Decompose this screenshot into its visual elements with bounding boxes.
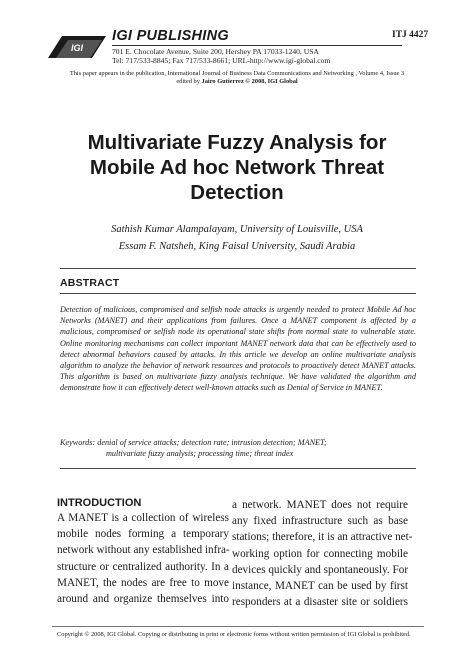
logo-text: IGI — [70, 43, 84, 53]
journal-code: ITJ 4427 — [392, 30, 429, 40]
copyright-notice: Copyright © 2008, IGI Global. Copying or distributing in print or electronic forms without written permission of IGI Global is prohibited. — [57, 631, 411, 638]
publisher-contact: Tel: 717/533-8845; Fax 717/533-8661; URL-http://www.igi-global.com — [112, 56, 331, 65]
body-line: responders at a disaster site or soldiers — [232, 596, 408, 609]
body-line: mobile nodes forming a temporary — [57, 528, 229, 541]
body-line: stations; therefore, it is an attractive net- — [232, 531, 413, 544]
editor-note — [0, 78, 474, 86]
body-line: A MANET is a collection of wireless — [57, 512, 229, 524]
header-divider — [112, 45, 402, 46]
abstract-heading-rule — [60, 293, 416, 294]
body-line: around and organize themselves into — [57, 593, 229, 606]
footer-divider — [52, 626, 424, 627]
editor-name: Jairo Gutierrez © 2008, IGI Global — [201, 78, 298, 85]
body-line: instance, MANET can be used by first — [232, 580, 408, 593]
editor-prefix: edited by — [176, 78, 202, 85]
body-line: structure or centralized authority. In a — [57, 560, 229, 573]
abstract-body: Detection of malicious, compromised and selfish node attacks is urgently needed to protect Mobile Ad hoc Networks (MANET) and their applications from failures. Once a MANET component is affected by a malicious, compromised or selfish node its operational state shifts from normal state to vulnerable state. Online monitoring mechanisms can collect important MANET network data that can be effectively used to detect abnormal behaviors caused by attacks. In this article we develop an online multivariate analysis algorithm to analyze the behavior of network resources and protocols to proactively detect MANET attacks. This algorithm is based on multivariate fuzzy analysis technique. We have validated the algorithm and demonstrate how it can effectively detect well-known attacks such as Denial of Service in MANET. — [60, 305, 416, 393]
title-line: Multivariate Fuzzy Analysis for — [87, 131, 387, 154]
title-line: Detection — [190, 181, 284, 204]
publisher-name: IGI PUBLISHING — [112, 28, 229, 44]
body-line: MANET, the nodes are free to move — [57, 576, 229, 589]
abstract-top-rule — [60, 268, 416, 269]
abstract-heading: ABSTRACT — [60, 277, 120, 289]
body-line: network without any established infra- — [57, 544, 230, 557]
body-line: a network. MANET does not require — [232, 499, 408, 511]
body-line: devices quickly and spontaneously. For — [232, 563, 409, 576]
title-line: Mobile Ad hoc Network Threat — [89, 156, 385, 179]
intro-right-column — [232, 497, 413, 610]
abstract-bottom-rule — [60, 468, 416, 469]
author-1: Sathish Kumar Alampalayam, University of Louisville, USA — [111, 224, 363, 235]
paper-title — [40, 130, 434, 205]
keywords-line: Keywords: denial of service attacks; detection rate; intrusion detection; MANET; — [60, 438, 327, 447]
body-line: any fixed infrastructure such as base — [232, 515, 408, 528]
body-line: working option for connecting mobile — [232, 547, 408, 560]
intro-left-column — [57, 510, 229, 607]
publication-note: This paper appears in the publication, International Journal of Business Data Communications and Networking , Volume 4, Issue 3 — [69, 70, 405, 77]
keywords-line: multivariate fuzzy analysis; processing time; threat index — [106, 449, 294, 458]
igi-logo — [48, 32, 106, 58]
introduction-heading: INTRODUCTION — [57, 497, 142, 509]
publisher-address: 701 E. Chocolate Avenue, Suite 200, Hershey PA 17033-1240, USA — [112, 47, 319, 56]
author-2: Essam F. Natsheh, King Faisal University, Saudi Arabia — [118, 241, 356, 252]
